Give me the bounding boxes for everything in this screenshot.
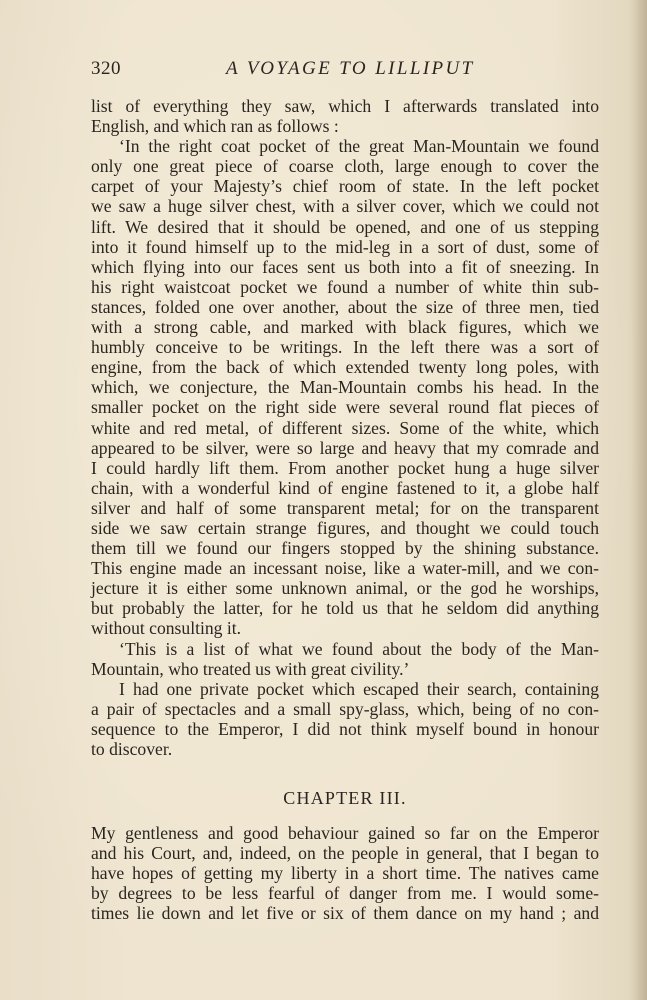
text-line: with a strong cable, and marked with black figures, which we xyxy=(91,317,599,338)
text-line: smaller pocket on the right side were several round flat pieces of xyxy=(91,397,599,418)
text-line: I could hardly lift them. From another pocket hung a huge silver xyxy=(91,457,599,478)
text-line: but probably the latter, for he told us that he seldom did anything xyxy=(91,598,599,619)
text-line: which, we conjecture, the Man-Mountain combs his head. In the xyxy=(91,377,599,398)
text-line: My gentleness and good behaviour gained so far on the Emperor xyxy=(91,823,599,843)
text-line: his right waistcoat pocket we found a number of white thin sub- xyxy=(91,276,599,297)
text-line: chain, with a wonderful kind of engine fastened to it, a globe half xyxy=(91,477,599,498)
text-line: only one great piece of coarse cloth, large enough to cover the xyxy=(91,156,599,177)
text-line: without consulting it. xyxy=(91,618,242,639)
text-line: ‘This is a list of what we found about the body of the Man- xyxy=(119,638,599,659)
text-line: them till we found our fingers stopped by the shining substance. xyxy=(91,538,599,559)
text-line: English, and which ran as follows : xyxy=(91,116,339,137)
text-line: ‘In the right coat pocket of the great Man-Mountain we found xyxy=(119,136,599,157)
text-line: sequence to the Emperor, I did not think myself bound in honour xyxy=(91,718,599,739)
text-line: stances, folded one over another, about the size of three men, tied xyxy=(91,296,599,317)
text-line: we saw a huge silver chest, with a silver cover, which we could not xyxy=(91,196,599,217)
text-line: into it found himself up to the mid-leg in a sort of dust, some of xyxy=(91,236,599,257)
text-line: times lie down and let five or six of them dance on my hand ; and xyxy=(91,903,599,924)
text-line: I had one private pocket which escaped their search, containing xyxy=(119,678,599,699)
text-line: side we saw certain strange figures, and thought we could touch xyxy=(91,517,599,538)
text-line: engine, from the back of which extended twenty long poles, with xyxy=(91,357,599,378)
page-header xyxy=(91,58,599,84)
chapter-heading: CHAPTER III. xyxy=(283,788,407,808)
text-line: lift. We desired that it should be opened, and one of us stepping xyxy=(91,216,599,237)
body-text xyxy=(91,96,599,759)
text-line: to discover. xyxy=(91,739,173,759)
text-line: and his Court, and, indeed, on the people in general, that I began to xyxy=(91,843,599,864)
text-line: white and red metal, of different sizes. Some of the white, which xyxy=(91,417,599,438)
text-line: jecture it is either some unknown animal, or the god he worships, xyxy=(91,578,599,599)
text-line: have hopes of getting my liberty in a short time. The natives came xyxy=(91,863,599,884)
text-line: Mountain, who treated us with great civility.’ xyxy=(91,658,410,679)
page-edge-shadow xyxy=(633,0,647,1000)
text-line: This engine made an incessant noise, like a water-mill, and we con- xyxy=(91,558,599,579)
text-line: carpet of your Majesty’s chief room of state. In the left pocket xyxy=(91,176,599,197)
running-title: A VOYAGE TO LILLIPUT xyxy=(226,58,475,79)
text-line: by degrees to be less fearful of danger from me. I would some- xyxy=(91,883,599,904)
text-line: which flying into our faces sent us both into a fit of sneezing. In xyxy=(91,256,599,277)
chapter-text xyxy=(91,823,599,923)
text-line: humbly conceive to be writings. In the left there was a sort of xyxy=(91,337,599,358)
page-number: 320 xyxy=(91,58,121,79)
text-line: a pair of spectacles and a small spy-glass, which, being of no con- xyxy=(91,698,599,719)
text-line: list of everything they saw, which I afterwards translated into xyxy=(91,96,599,116)
text-line: silver and half of some transparent metal; for on the transparent xyxy=(91,497,599,518)
text-line: appeared to be silver, were so large and heavy that my comrade and xyxy=(91,437,599,458)
